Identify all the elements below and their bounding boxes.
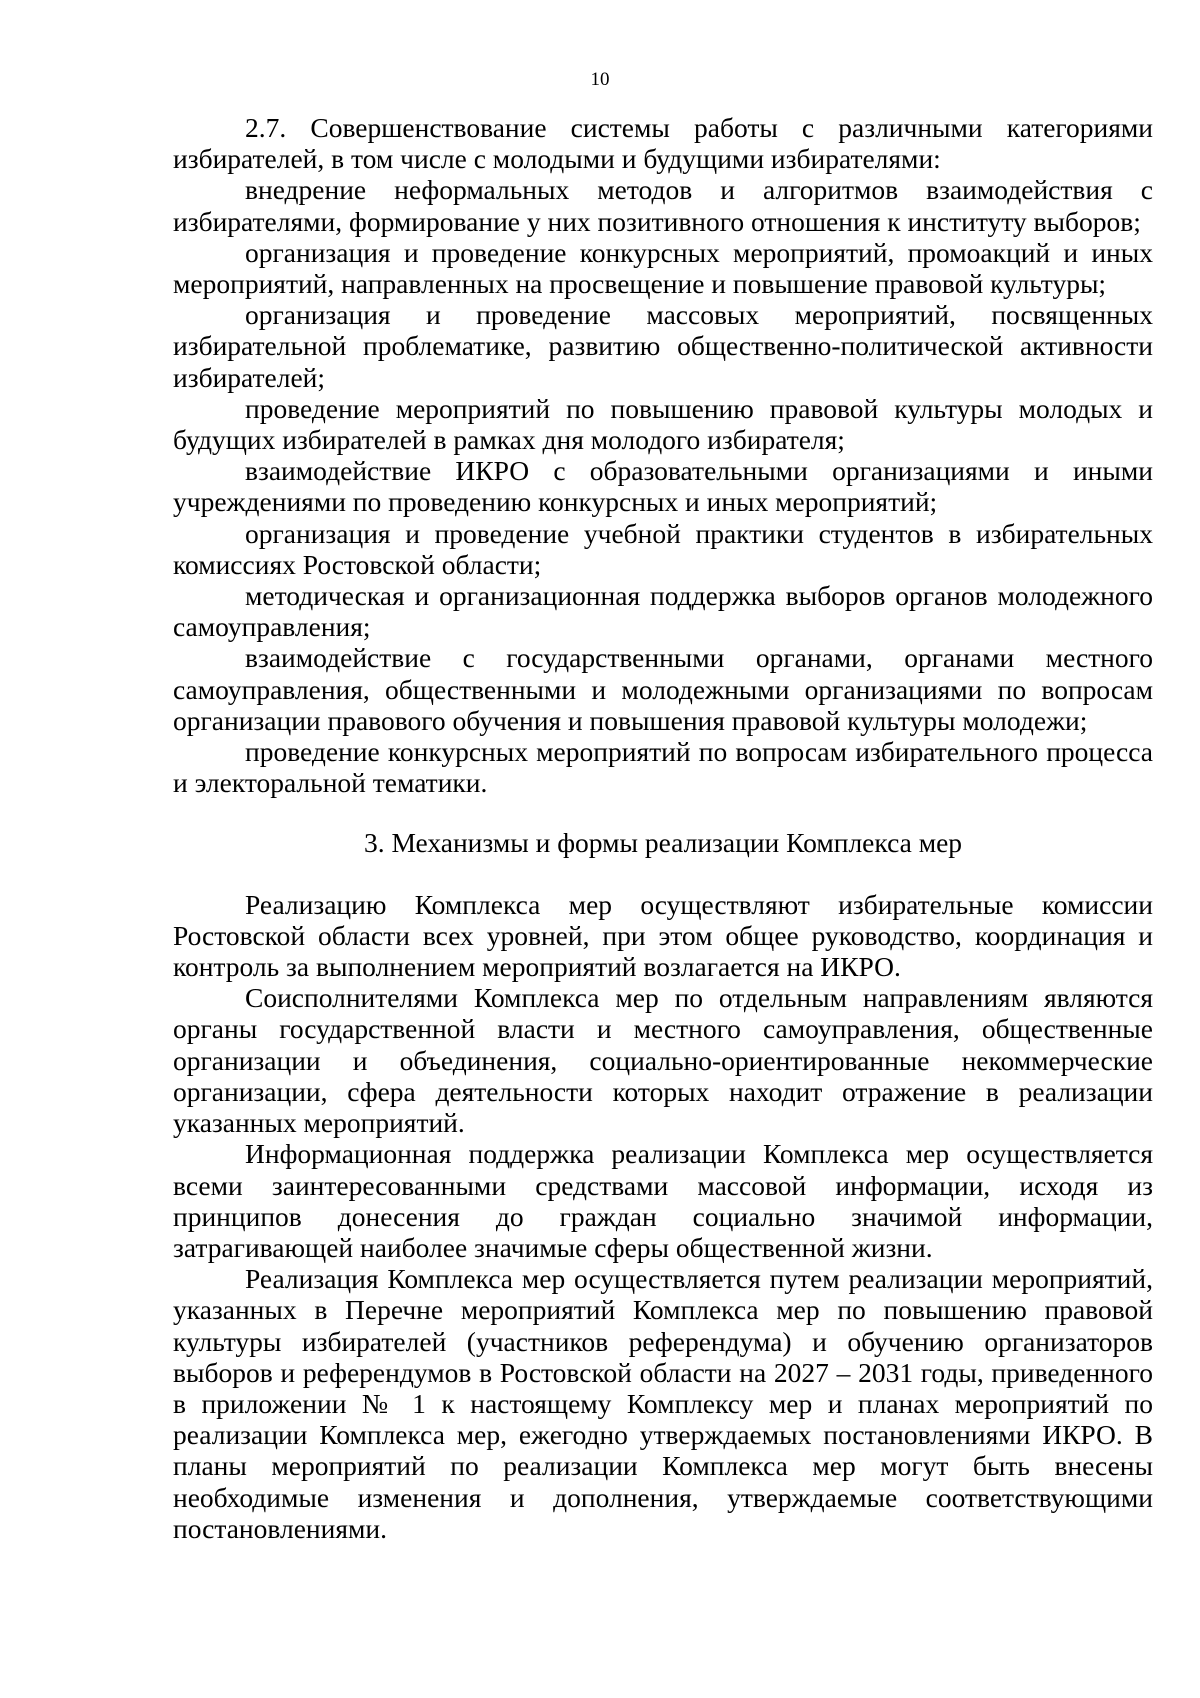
list-item: организация и проведение массовых мероприятий, посвященных избирательной проблематике, развитию общественно-политической активности избирателей; (173, 299, 1153, 393)
section-3-paragraph: Информационная поддержка реализации Комплекса мер осуществляется всеми заинтересованными средствами массовой информации, исходя из принципов донесения до граждан социально значимой информации, затрагивающей наиболее значимые сферы общественной жизни. (173, 1138, 1153, 1263)
list-item: организация и проведение конкурсных мероприятий, промоакций и иных мероприятий, направленных на просвещение и повышение правовой культуры; (173, 236, 1153, 300)
page-number: 10 (590, 69, 610, 90)
section-3-paragraph: Реализация Комплекса мер осуществляется путем реализации мероприятий, указанных в Перечне мероприятий Комплекса мер по повышению правовой культуры избирателей (участников референдума) и обучению организаторов выборов и референдумов в Ростовской области на 2027 – 2031 годы, приведенного в приложении № 1 к настоящему Комплексу мер и планах мероприятий по реализации Комплекса мер, ежегодно утверждаемых постановлениями ИКРО. В планы мероприятий по реализации Комплекса мер могут быть внесены необходимые изменения и дополнения, утверждаемые соответствующими постановлениями. (173, 1263, 1153, 1544)
list-item: взаимодействие ИКРО с образовательными организациями и иными учреждениями по проведению конкурсных и иных мероприятий; (173, 455, 1153, 518)
list-item: организация и проведение учебной практики студентов в избирательных комиссиях Ростовской области; (173, 517, 1153, 580)
section-3-paragraph: Реализацию Комплекса мер осуществляют избирательные комиссии Ростовской области всех уровней, при этом общее руководство, координация и контроль за выполнением мероприятий возлагается на ИКРО. (173, 888, 1153, 983)
list-item: проведение конкурсных мероприятий по вопросам избирательного процесса и электоральной тематики. (173, 736, 1153, 799)
section-3-heading: 3. Механизмы и формы реализации Комплекса мер (363, 827, 963, 859)
section-2-7-intro: 2.7. Совершенствование системы работы с различными категориями избирателей, в том числе с молодыми и будущими избирателями: (173, 112, 1153, 175)
list-item: проведение мероприятий по повышению правовой культуры молодых и будущих избирателей в рамках дня молодого избирателя; (173, 392, 1153, 456)
section-3-paragraph: Соисполнителями Комплекса мер по отдельным направлениям являются органы государственной власти и местного самоуправления, общественные организации и объединения, социально-ориентированные некоммерческие организации, сфера деятельности которых находит отражение в реализации указанных мероприятий. (173, 982, 1153, 1139)
page-body (173, 112, 1153, 1544)
list-item: методическая и организационная поддержка выборов органов молодежного самоуправления; (173, 580, 1153, 643)
list-item: внедрение неформальных методов и алгоритмов взаимодействия с избирателями, формирование у них позитивного отношения к институту выборов; (173, 174, 1153, 237)
list-item: взаимодействие с государственными органами, органами местного самоуправления, общественными и молодежными организациями по вопросам организации правового обучения и повышения правовой культуры молодежи; (173, 642, 1153, 736)
